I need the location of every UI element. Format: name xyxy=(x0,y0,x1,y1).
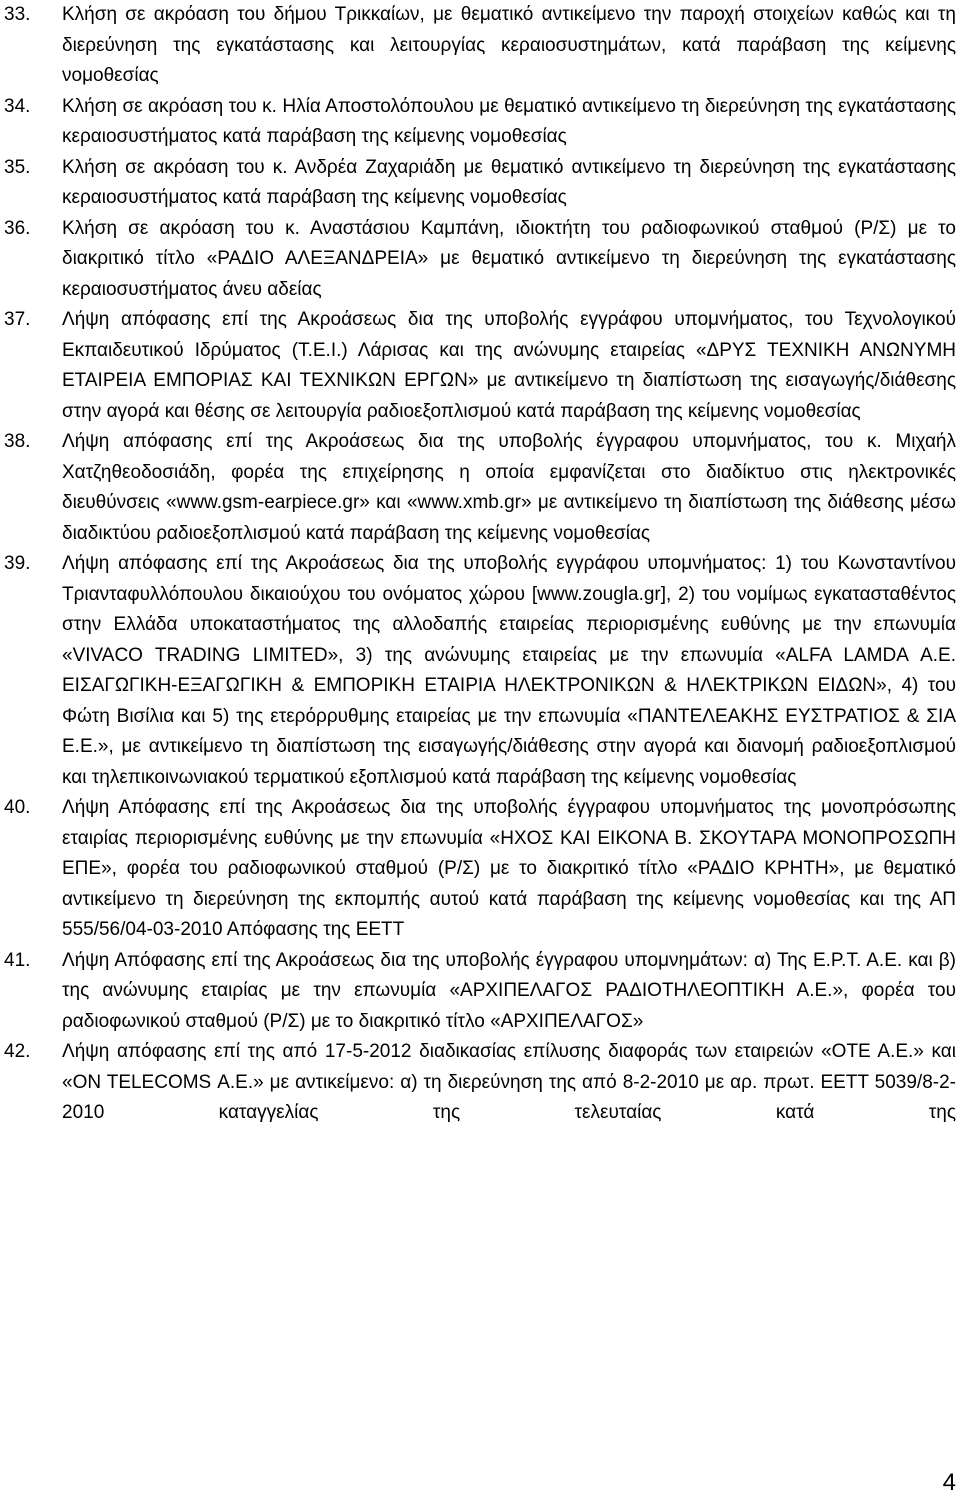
item-text: Κλήση σε ακρόαση του κ. Αναστάσιου Καμπάνη, ιδιοκτήτη του ραδιοφωνικού σταθμού (Ρ/Σ) με το διακριτικό τίτλο «ΡΑΔΙΟ ΑΛΕΞΑΝΔΡΕΙΑ» με θεματικό αντικείμενο τη διερεύνηση της εγκατάστασης κεραιοσυστήματος άνευ αδείας xyxy=(62,217,956,300)
agenda-item xyxy=(0,153,960,214)
item-text: Λήψη απόφασης επί της Ακροάσεως δια της υποβολής έγγραφου υπομνήματος, του κ. Μιχαήλ Χατζηθεοδοσιάδη, φορέα της επιχείρησης η οποία εμφανίζεται στο διαδίκτυο στις ηλεκτρονικές διευθύνσεις «www.gsm-earpiece.gr» και «www.xmb.gr» με αντικείμενο τη διαπίστωση της διάθεσης μέσω διαδικτύου ραδιοεξοπλισμού κατά παράβαση της κείμενης νομοθεσίας xyxy=(62,431,956,544)
item-text: Κλήση σε ακρόαση του κ. Ανδρέα Ζαχαριάδη με θεματικό αντικείμενο τη διερεύνηση της εγκατάστασης κεραιοσυστήματος κατά παράβαση της κείμενης νομοθεσίας xyxy=(62,156,956,208)
item-number: 42. xyxy=(4,1041,31,1062)
item-text: Λήψη απόφασης επί της Ακροάσεως δια της υποβολής εγγράφου υπομνήματος: 1) του Κωνσταντίνου Τριανταφυλλόπουλου δικαιούχου του ονόματος χώρου [www.zougla.gr], 2) του νομίμως εγκατασταθέντος στην Ελλάδα υποκαταστήματος της αλλοδαπής εταιρείας περιορισμένης ευθύνης με την επωνυμία «VIVACO TRADING LIMITED», 3) της ανώνυμης εταιρείας με την επωνυμία «ALFA LAMDA Α.Ε. ΕΙΣΑΓΩΓΙΚΗ-ΕΞΑΓΩΓΙΚΗ & ΕΜΠΟΡΙΚΗ ΕΤΑΙΡΙΑ ΗΛΕΚΤΡΟΝΙΚΩΝ & ΗΛΕΚΤΡΙΚΩΝ ΕΙΔΩΝ», 4) του Φώτη Βισίλια και 5) της ετερόρρυθμης εταιρείας με την επωνυμία «ΠΑΝΤΕΛΕΑΚΗΣ ΕΥΣΤΡΑΤΙΟΣ & ΣΙΑ Ε.Ε.», με αντικείμενο τη διαπίστωση της εισαγωγής/διάθεσης στην αγορά και διανομή ραδιοεξοπλισμού και τηλεπικοινωνιακού τερματικού εξοπλισμού κατά παράβαση της κείμενης νομοθεσίας xyxy=(62,553,956,788)
item-number: 38. xyxy=(4,431,31,452)
item-number: 39. xyxy=(4,553,31,574)
item-text: Λήψη απόφασης επί της Ακροάσεως δια της υποβολής εγγράφου υπομνήματος, του Τεχνολογικού Εκπαιδευτικού Ιδρύματος (Τ.Ε.Ι.) Λάρισας και της ανώνυμης εταιρείας «ΔΡΥΣ ΤΕΧΝΙΚΗ ΑΝΩΝΥΜΗ ΕΤΑΙΡΕΙΑ ΕΜΠΟΡΙΑΣ ΚΑΙ ΤΕΧΝΙΚΩΝ ΕΡΓΩΝ» με αντικείμενο τη διαπίστωση της εισαγωγής/διάθεσης στην αγορά και θέσης σε λειτουργία ραδιοεξοπλισμού κατά παράβαση της κείμενης νομοθεσίας xyxy=(62,309,956,422)
item-number: 35. xyxy=(4,156,31,178)
item-number: 37. xyxy=(4,309,31,330)
agenda-item xyxy=(0,549,960,793)
agenda-item xyxy=(0,214,960,306)
agenda-item xyxy=(0,1037,960,1129)
item-text: Κλήση σε ακρόαση του κ. Ηλία Αποστολόπουλου με θεματικό αντικείμενο τη διερεύνηση της εγκατάστασης κεραιοσυστήματος κατά παράβαση της κείμενης νομοθεσίας xyxy=(62,95,956,147)
agenda-item xyxy=(0,305,960,427)
agenda-item xyxy=(0,92,960,153)
item-number: 33. xyxy=(4,4,31,25)
agenda-item xyxy=(0,793,960,946)
item-number: 40. xyxy=(4,797,31,818)
item-number: 36. xyxy=(4,217,31,239)
item-text: Λήψη απόφασης επί της από 17-5-2012 διαδικασίας επίλυσης διαφοράς των εταιρειών «ΟΤΕ Α.Ε.» και «ON TELECOMS Α.Ε.» με αντικείμενο: α) τη διερεύνηση της από 8-2-2010 με αρ. πρωτ. ΕΕΤΤ 5039/8-2-2010 καταγγελίας της τελευταίας κατά της xyxy=(62,1041,956,1123)
item-number: 41. xyxy=(4,949,31,971)
agenda-item xyxy=(0,0,960,92)
agenda-item xyxy=(0,427,960,549)
page-number: 4 xyxy=(942,1469,956,1496)
agenda-item xyxy=(0,946,960,1038)
item-text: Κλήση σε ακρόαση του δήμου Τρικκαίων, με θεματικό αντικείμενο την παροχή στοιχείων καθώς και τη διερεύνηση της εγκατάστασης και λειτουργίας κεραιοσυστημάτων, κατά παράβαση της κείμενης νομοθεσίας xyxy=(62,4,956,86)
item-number: 34. xyxy=(4,95,31,117)
item-text: Λήψη Απόφασης επί της Ακροάσεως δια της υποβολής έγγραφου υπομνημάτων: α) Της Ε.Ρ.Τ. Α.Ε. και β) της ανώνυμης εταιρίας με την επωνυμία «ΑΡΧΙΠΕΛΑΓΟΣ ΡΑΔΙΟΤΗΛΕΟΠΤΙΚΗ Α.Ε.», φορέα του ραδιοφωνικού σταθμού (Ρ/Σ) με το διακριτικό τίτλο «ΑΡΧΙΠΕΛΑΓΟΣ» xyxy=(62,949,956,1032)
item-text: Λήψη Απόφασης επί της Ακροάσεως δια της υποβολής έγγραφου υπομνήματος της μονοπρόσωπης εταιρίας περιορισμένης ευθύνης με την επωνυμία «ΗΧΟΣ ΚΑΙ ΕΙΚΟΝΑ Β. ΣΚΟΥΤΑΡΑ ΜΟΝΟΠΡΟΣΩΠΗ ΕΠΕ», φορέα του ραδιοφωνικού σταθμού (Ρ/Σ) με το διακριτικό τίτλο «ΡΑΔΙΟ ΚΡΗΤΗ», με θεματικό αντικείμενο τη διερεύνηση της εκπομπής αυτού κατά παράβαση της κείμενης νομοθεσίας και της ΑΠ 555/56/04-03-2010 Απόφασης της ΕΕΤΤ xyxy=(62,797,956,940)
